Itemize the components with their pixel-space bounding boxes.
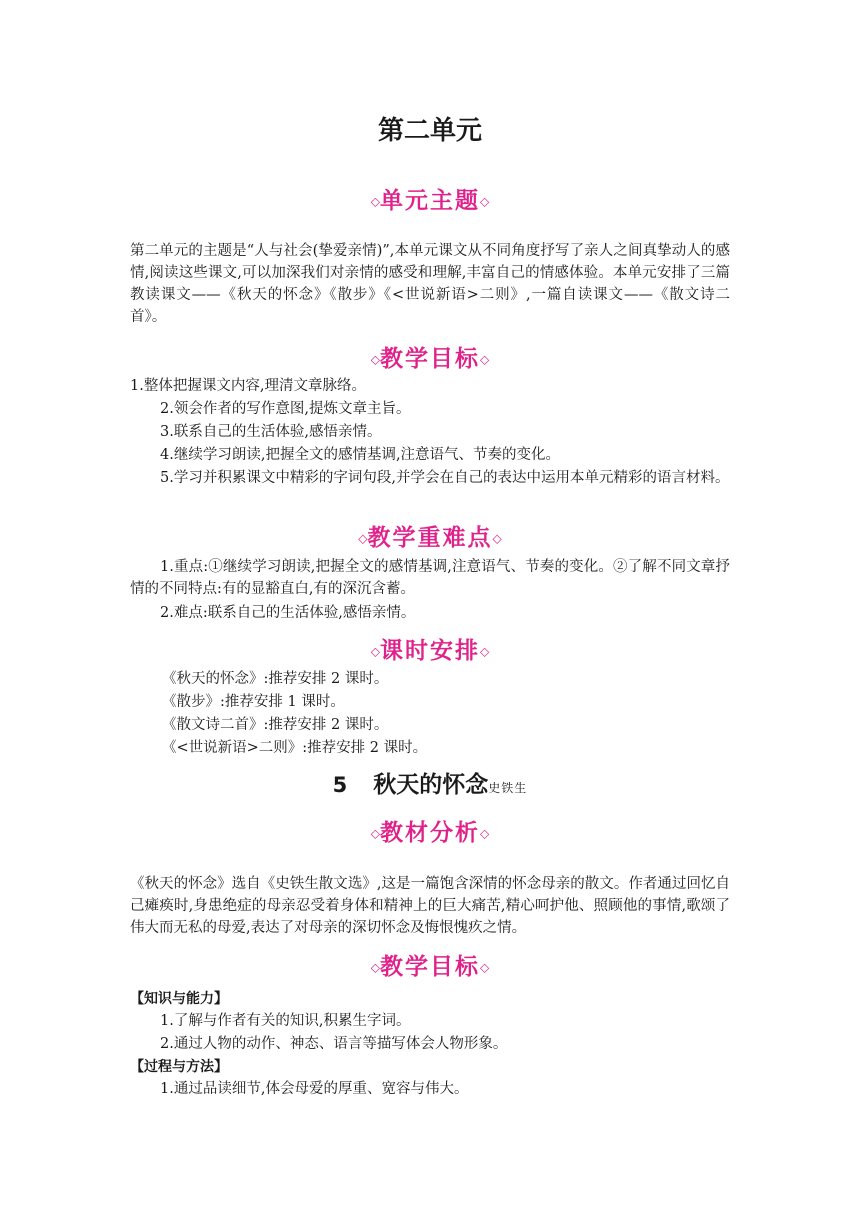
section-heading-text: 课时安排 [380, 638, 480, 664]
section-heading-text: 单元主题 [380, 188, 480, 214]
diamond-icon: ◇ [480, 960, 490, 975]
diamond-icon: ◇ [370, 644, 380, 659]
process-item: 1.通过品读细节,体会母爱的厚重、宽容与伟大。 [160, 1081, 469, 1097]
goal-item: 1.整体把握课文内容,理清文章脉络。 [130, 378, 366, 394]
goal-item: 5.学习并积累课文中精彩的字词句段,并学会在自己的表达中运用本单元精彩的语言材料。 [160, 470, 730, 486]
diamond-icon: ◇ [370, 960, 380, 975]
section-heading-text: 教学重难点 [367, 525, 493, 551]
diamond-icon: ◇ [370, 194, 380, 209]
lesson-author: 史铁生 [488, 781, 528, 795]
lesson-title-line [0, 766, 860, 799]
label-knowledge: 【知识与能力】 [130, 991, 228, 1007]
diamond-icon: ◇ [370, 826, 380, 841]
section-heading-text: 教材分析 [380, 820, 480, 846]
section-heading-schedule [0, 632, 860, 665]
diamond-icon: ◇ [480, 194, 490, 209]
goal-item: 3.联系自己的生活体验,感悟亲情。 [160, 424, 382, 440]
section-heading-key-points [0, 519, 860, 552]
diamond-icon: ◇ [480, 352, 490, 367]
diamond-icon: ◇ [370, 352, 380, 367]
diamond-icon: ◇ [480, 644, 490, 659]
diamond-icon: ◇ [358, 531, 368, 546]
label-process: 【过程与方法】 [130, 1059, 228, 1075]
unit-title: 第二单元 [377, 116, 482, 146]
schedule-item: 《散文诗二首》:推荐安排 2 课时。 [162, 717, 389, 733]
section-heading-text: 教学目标 [380, 954, 480, 980]
key-point-item: 2.难点:联系自己的生活体验,感悟亲情。 [160, 605, 416, 621]
section-heading-goals [0, 340, 860, 373]
knowledge-item: 2.通过人物的动作、神态、语言等描写体会人物形象。 [160, 1036, 508, 1052]
section-heading-analysis [0, 814, 860, 847]
key-point-item: 1.重点:①继续学习朗读,把握全文的感情基调,注意语气、节奏的变化。②了解不同文章抒情的不同特点:有的显豁直白,有的深沉含蓄。 [130, 559, 730, 597]
schedule-item: 《秋天的怀念》:推荐安排 2 课时。 [162, 671, 389, 687]
goal-item: 4.继续学习朗读,把握全文的感情基调,注意语气、节奏的变化。 [160, 447, 561, 463]
goal-item: 2.领会作者的写作意图,提炼文章主旨。 [160, 401, 411, 417]
diamond-icon: ◇ [480, 826, 490, 841]
diamond-icon: ◇ [492, 531, 502, 546]
lesson-number: 5 [332, 773, 348, 797]
section-heading-text: 教学目标 [380, 346, 480, 372]
section-heading-goals-2 [0, 948, 860, 981]
lesson-title: 秋天的怀念 [373, 772, 489, 798]
schedule-item: 《<世说新语>二则》:推荐安排 2 课时。 [162, 740, 428, 756]
section-heading-theme [0, 182, 860, 215]
theme-paragraph: 第二单元的主题是“人与社会(挚爱亲情)”,本单元课文从不同角度抒写了亲人之间真挚动人的感情,阅读这些课文,可以加深我们对亲情的感受和理解,丰富自己的情感体验。本单元安排了三篇教读课文——《秋天的怀念》《散步》《<世说新语>二则》,一篇自读课文——《散文诗二首》。 [130, 243, 730, 325]
analysis-paragraph: 《秋天的怀念》选自《史铁生散文选》,这是一篇饱含深情的怀念母亲的散文。作者通过回忆自己瘫痪时,身患绝症的母亲忍受着身体和精神上的巨大痛苦,精心呵护他、照顾他的事情,歌颂了伟大而无私的母爱,表达了对母亲的深切怀念及悔恨愧疚之情。 [130, 876, 730, 936]
knowledge-item: 1.了解与作者有关的知识,积累生字词。 [160, 1013, 411, 1029]
schedule-item: 《散步》:推荐安排 1 课时。 [162, 694, 345, 710]
